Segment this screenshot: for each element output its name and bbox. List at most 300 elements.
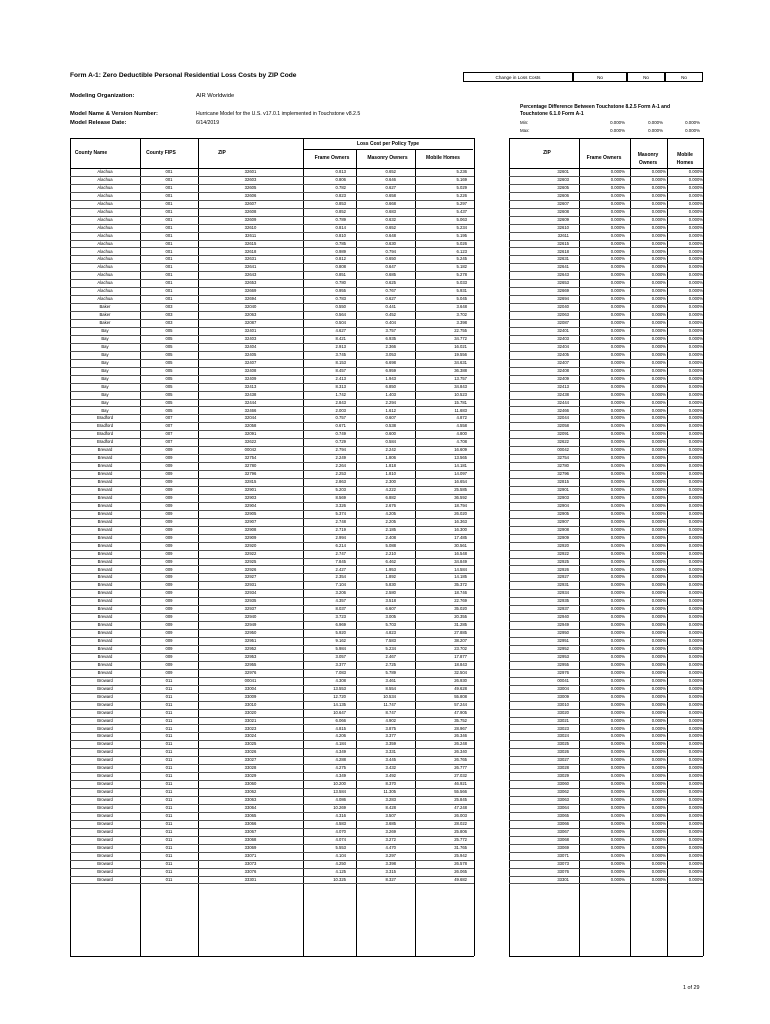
- table-cell: 011: [165, 805, 173, 810]
- table-cell: 0.000%: [651, 852, 666, 858]
- table-cell: 14.135: [333, 701, 346, 707]
- table-cell: 001: [165, 208, 173, 214]
- table-cell: 2.719: [335, 526, 346, 532]
- table-cell: 32905: [244, 510, 257, 516]
- table-cell: 3.648: [456, 304, 467, 310]
- table-cell: 0.000%: [610, 590, 625, 596]
- table-cell: 32780: [244, 463, 257, 469]
- table-cell: 32940: [244, 614, 257, 620]
- table-cell: 011: [165, 836, 173, 842]
- table-cell: 0.000%: [688, 765, 703, 771]
- table-cell: Bradford: [96, 415, 114, 421]
- table-cell: 5.789: [385, 669, 396, 675]
- table-cell: 0.000%: [651, 216, 666, 222]
- table-cell: 32694: [244, 296, 257, 302]
- table-cell: 33027: [557, 757, 569, 763]
- zip-right-header: ZIP: [543, 150, 551, 156]
- table-cell: 0.000%: [651, 359, 666, 365]
- table-cell: 6.066: [335, 717, 346, 723]
- table-cell: 3.297: [385, 852, 396, 858]
- table-cell: 3.757: [385, 328, 396, 333]
- table-cell: 0.683: [385, 208, 396, 214]
- table-cell: 0.000%: [688, 550, 703, 556]
- table-cell: 009: [165, 638, 173, 644]
- table-cell: 49.682: [454, 876, 467, 882]
- table-cell: 33009: [244, 693, 257, 699]
- table-cell: 0.000%: [688, 860, 703, 866]
- table-cell: 0.648: [385, 232, 396, 238]
- table-cell: 007: [165, 423, 173, 429]
- table-cell: 011: [165, 876, 173, 882]
- table-cell: 0.000%: [688, 638, 703, 644]
- table-cell: 0.000%: [610, 685, 625, 691]
- table-cell: 14.185: [454, 574, 467, 580]
- table-cell: 32976: [244, 669, 257, 675]
- table-cell: 7.583: [385, 638, 396, 644]
- table-cell: 009: [165, 455, 173, 461]
- table-cell: 8.569: [335, 494, 346, 500]
- table-cell: 28.967: [454, 725, 467, 731]
- table-cell: 0.000%: [651, 415, 666, 421]
- table-cell: 009: [165, 447, 173, 453]
- table-cell: 33069: [557, 844, 569, 850]
- table-cell: 8.457: [335, 367, 346, 373]
- table-cell: 0.000%: [610, 781, 625, 787]
- table-cell: 33063: [557, 797, 569, 803]
- table-cell: 0.812: [335, 256, 346, 262]
- left-table-header: [70, 138, 474, 168]
- table-cell: 0.000%: [651, 574, 666, 580]
- table-cell: Alachua: [97, 280, 113, 286]
- table-cell: 005: [165, 351, 173, 357]
- table-cell: 4.288: [335, 757, 346, 763]
- table-cell: 33076: [244, 868, 257, 874]
- table-cell: 0.000%: [688, 399, 703, 405]
- table-cell: 32922: [557, 550, 569, 556]
- table-cell: 32044: [244, 415, 257, 421]
- table-cell: 5.830: [385, 582, 396, 588]
- table-cell: 0.000%: [688, 407, 703, 413]
- table-cell: 2.413: [335, 375, 346, 381]
- table-cell: 6.123: [456, 248, 467, 254]
- table-cell: 0.000%: [651, 757, 666, 763]
- table-cell: 011: [165, 789, 173, 795]
- table-cell: Brevard: [97, 653, 113, 659]
- table-cell: 0.000%: [688, 614, 703, 620]
- table-cell: 25.585: [454, 487, 467, 492]
- table-cell: 0.000%: [688, 391, 703, 397]
- table-cell: 32607: [244, 200, 257, 206]
- table-cell: Brevard: [97, 566, 113, 572]
- table-cell: 2.748: [335, 518, 346, 524]
- table-cell: Baker: [99, 320, 111, 326]
- table-cell: 32920: [557, 542, 569, 548]
- table-cell: 32780: [557, 463, 569, 469]
- table-cell: 0.000%: [651, 844, 666, 850]
- table-cell: 011: [165, 852, 173, 858]
- table-cell: 35.752: [454, 717, 467, 723]
- table-cell: 4.205: [385, 510, 396, 516]
- table-cell: 16.363: [454, 518, 467, 524]
- table-cell: Baker: [99, 304, 111, 310]
- table-cell: Broward: [97, 868, 113, 874]
- org-value: AIR Worldwide: [196, 93, 235, 99]
- table-cell: 0.813: [335, 169, 346, 174]
- table-cell: 9.162: [335, 638, 346, 644]
- table-cell: 32466: [557, 407, 569, 413]
- table-cell: Brevard: [97, 606, 113, 612]
- table-cell: Bay: [101, 391, 109, 397]
- table-cell: 16.609: [454, 447, 467, 453]
- table-cell: 0.000%: [651, 200, 666, 206]
- table-cell: 0.000%: [688, 789, 703, 795]
- table-cell: 009: [165, 502, 173, 508]
- table-cell: 32937: [557, 606, 569, 612]
- table-cell: Bay: [101, 335, 109, 341]
- table-cell: 0.000%: [610, 638, 625, 644]
- table-cell: Brevard: [97, 510, 113, 516]
- table-cell: 32610: [557, 224, 569, 230]
- table-cell: 7.083: [335, 669, 346, 675]
- table-cell: 0.000%: [610, 876, 625, 882]
- table-cell: 009: [165, 534, 173, 540]
- table-cell: 0.000%: [651, 431, 666, 437]
- table-cell: 13.757: [454, 375, 467, 381]
- table-cell: 32408: [244, 367, 257, 373]
- table-cell: 33020: [557, 709, 569, 715]
- table-cell: 009: [165, 622, 173, 628]
- table-cell: 0.000%: [688, 805, 703, 810]
- table-cell: 001: [165, 296, 173, 302]
- table-cell: 005: [165, 343, 173, 349]
- table-cell: 4.708: [456, 439, 467, 445]
- table-cell: 0.000%: [651, 606, 666, 612]
- table-cell: 0.000%: [651, 550, 666, 556]
- masonry-right-header-2: Owners: [638, 160, 658, 166]
- table-cell: 0.989: [335, 248, 346, 254]
- table-cell: 33301: [244, 876, 257, 882]
- table-cell: 32908: [244, 526, 257, 532]
- county-name-header: County Name: [74, 150, 108, 156]
- table-cell: 8.421: [335, 335, 346, 341]
- table-cell: 0.000%: [688, 264, 703, 270]
- table-cell: 34.772: [454, 335, 467, 341]
- table-cell: Brevard: [97, 630, 113, 636]
- table-cell: 0.000%: [651, 622, 666, 628]
- table-cell: 2.354: [335, 574, 346, 580]
- mobile-homes-header: Mobile Homes: [426, 155, 460, 161]
- table-cell: 11.747: [383, 701, 396, 707]
- table-cell: 0.000%: [610, 447, 625, 453]
- table-cell: 0.000%: [610, 614, 625, 620]
- table-cell: 011: [165, 868, 173, 874]
- table-cell: 3.875: [385, 725, 396, 731]
- table-cell: 2.264: [335, 463, 346, 469]
- table-cell: 0.000%: [688, 820, 703, 826]
- table-cell: 5.026: [456, 240, 467, 246]
- table-cell: 34.849: [454, 558, 467, 564]
- table-cell: 0.000%: [688, 367, 703, 373]
- table-cell: 3.518: [385, 598, 396, 604]
- table-cell: 8.153: [335, 359, 346, 365]
- table-cell: 4.104: [335, 852, 346, 858]
- table-cell: 003: [165, 320, 173, 326]
- table-cell: 0.000%: [688, 176, 703, 182]
- table-cell: 0.000%: [688, 717, 703, 723]
- table-cell: 009: [165, 646, 173, 651]
- table-cell: 0.000%: [688, 383, 703, 389]
- table-cell: 18.794: [454, 502, 467, 508]
- table-cell: 36.388: [454, 367, 467, 373]
- table-cell: 33010: [244, 701, 257, 707]
- table-cell: 17.485: [454, 534, 467, 540]
- table-cell: Brevard: [97, 447, 113, 453]
- table-cell: 0.000%: [651, 367, 666, 373]
- table-cell: 001: [165, 280, 173, 286]
- table-cell: Broward: [97, 805, 113, 810]
- table-cell: 0.000%: [688, 534, 703, 540]
- table-cell: 0.000%: [688, 598, 703, 604]
- table-cell: 0.000%: [651, 558, 666, 564]
- table-cell: 001: [165, 169, 173, 174]
- table-cell: 0.000%: [688, 701, 703, 707]
- table-cell: 0.000%: [610, 320, 625, 326]
- table-cell: 0.000%: [688, 423, 703, 429]
- table-cell: 0.000%: [610, 479, 625, 485]
- table-cell: 1.943: [385, 375, 396, 381]
- table-cell: 009: [165, 598, 173, 604]
- table-cell: 3.492: [385, 773, 396, 779]
- table-cell: 0.000%: [610, 272, 625, 278]
- table-cell: 0.000%: [688, 582, 703, 588]
- table-cell: 0.000%: [651, 248, 666, 254]
- table-cell: 11.305: [383, 789, 396, 795]
- table-cell: 32950: [244, 630, 257, 636]
- table-cell: 22.755: [454, 328, 467, 333]
- table-cell: 007: [165, 439, 173, 445]
- table-cell: 5.029: [456, 184, 467, 190]
- table-cell: 32605: [244, 184, 257, 190]
- table-cell: 4.357: [335, 598, 346, 604]
- table-cell: 26.930: [454, 677, 467, 683]
- table-cell: 0.000%: [651, 510, 666, 516]
- table-cell: 47.248: [454, 805, 467, 810]
- table-cell: 35.020: [454, 606, 467, 612]
- table-cell: Bradford: [96, 423, 114, 429]
- table-cell: 0.000%: [651, 765, 666, 771]
- table-cell: 26.065: [454, 868, 467, 874]
- table-cell: 32953: [557, 653, 569, 659]
- table-cell: 2.185: [385, 526, 396, 532]
- table-cell: 32926: [557, 566, 569, 572]
- table-cell: 32901: [557, 487, 569, 492]
- table-cell: Alachua: [97, 240, 113, 246]
- table-cell: 2.249: [335, 455, 346, 461]
- table-cell: 32937: [244, 606, 257, 612]
- table-cell: 32931: [244, 582, 257, 588]
- table-cell: 011: [165, 820, 173, 826]
- table-cell: 33067: [244, 828, 257, 834]
- table-cell: 3.057: [335, 653, 346, 659]
- table-cell: 005: [165, 407, 173, 413]
- table-cell: 0.652: [385, 224, 396, 230]
- table-cell: Broward: [97, 789, 113, 795]
- table-cell: 2.843: [335, 399, 346, 405]
- change-mobile-value: No: [665, 72, 703, 82]
- table-cell: 0.000%: [688, 661, 703, 667]
- table-cell: 0.000%: [651, 614, 666, 620]
- table-cell: 0.000%: [610, 828, 625, 834]
- table-cell: 0.000%: [651, 224, 666, 230]
- table-cell: 15.781: [454, 399, 467, 405]
- table-cell: 0.000%: [651, 534, 666, 540]
- max-masonry: 0.000%: [648, 128, 663, 133]
- table-cell: 33026: [557, 749, 569, 755]
- table-cell: 32955: [244, 661, 257, 667]
- table-cell: Bay: [101, 343, 109, 349]
- table-cell: 17.877: [454, 653, 467, 659]
- table-cell: 4.815: [335, 725, 346, 731]
- table-cell: 32607: [557, 200, 569, 206]
- table-cell: 32908: [557, 526, 569, 532]
- table-cell: 0.000%: [651, 439, 666, 445]
- table-cell: 22.769: [454, 598, 467, 604]
- table-cell: Alachua: [97, 184, 113, 190]
- table-cell: Alachua: [97, 224, 113, 230]
- table-cell: 4.070: [335, 828, 346, 834]
- table-cell: 0.000%: [688, 463, 703, 469]
- table-cell: Alachua: [97, 248, 113, 254]
- table-cell: 0.685: [385, 272, 396, 278]
- table-cell: 009: [165, 518, 173, 524]
- table-cell: 32044: [557, 415, 569, 421]
- table-cell: 009: [165, 606, 173, 612]
- table-cell: 0.000%: [651, 781, 666, 787]
- table-cell: 33073: [244, 860, 257, 866]
- table-cell: 32952: [244, 646, 257, 651]
- table-cell: 7.845: [335, 558, 346, 564]
- table-cell: 0.671: [335, 423, 346, 429]
- table-cell: 0.000%: [610, 296, 625, 302]
- table-cell: Bay: [101, 359, 109, 365]
- table-cell: 32953: [244, 653, 257, 659]
- table-cell: 32643: [557, 272, 569, 278]
- table-cell: 0.000%: [651, 820, 666, 826]
- table-cell: 2.725: [385, 661, 396, 667]
- table-cell: 0.000%: [688, 709, 703, 715]
- table-cell: 0.000%: [651, 304, 666, 310]
- table-cell: 32608: [557, 208, 569, 214]
- table-cell: 32606: [244, 192, 257, 198]
- table-cell: 0.625: [385, 280, 396, 286]
- table-cell: 0.000%: [610, 240, 625, 246]
- table-cell: 011: [165, 812, 173, 818]
- table-cell: 0.000%: [688, 677, 703, 683]
- table-cell: 32405: [244, 351, 257, 357]
- table-cell: 009: [165, 661, 173, 667]
- table-cell: 011: [165, 725, 173, 731]
- table-cell: 28.022: [454, 820, 467, 826]
- table-cell: 3.326: [335, 502, 346, 508]
- table-cell: 26.777: [454, 765, 467, 771]
- table-cell: 0.810: [335, 232, 346, 238]
- table-cell: 0.600: [385, 431, 396, 437]
- table-cell: 32413: [244, 383, 257, 389]
- table-cell: 4.583: [335, 820, 346, 826]
- table-cell: 0.000%: [688, 232, 703, 238]
- table-cell: 32.504: [454, 669, 467, 675]
- table-cell: 0.000%: [610, 709, 625, 715]
- table-cell: Broward: [97, 709, 113, 715]
- table-cell: 0.780: [335, 280, 346, 286]
- table-cell: 0.000%: [610, 367, 625, 373]
- table-cell: 011: [165, 781, 173, 787]
- table-cell: 0.000%: [651, 272, 666, 278]
- table-cell: 0.000%: [651, 566, 666, 572]
- table-cell: 011: [165, 685, 173, 691]
- table-cell: 2.676: [385, 502, 396, 508]
- table-cell: Bay: [101, 383, 109, 389]
- table-cell: Broward: [97, 852, 113, 858]
- table-cell: 0.000%: [688, 312, 703, 318]
- table-cell: Alachua: [97, 176, 113, 182]
- table-cell: 0.000%: [688, 781, 703, 787]
- table-cell: 0.000%: [610, 359, 625, 365]
- table-cell: Brevard: [97, 622, 113, 628]
- table-cell: 32404: [244, 343, 257, 349]
- table-cell: 32610: [244, 224, 257, 230]
- table-cell: Alachua: [97, 200, 113, 206]
- table-cell: 32949: [557, 622, 569, 628]
- table-cell: 5.437: [456, 208, 467, 214]
- table-cell: 0.000%: [651, 733, 666, 739]
- table-cell: 4.470: [385, 844, 396, 850]
- table-cell: 0.000%: [651, 677, 666, 683]
- table-cell: 0.000%: [610, 304, 625, 310]
- table-cell: 0.000%: [610, 264, 625, 270]
- table-cell: Bay: [101, 328, 109, 333]
- table-cell: 0.000%: [688, 526, 703, 532]
- table-cell: 32466: [244, 407, 257, 413]
- table-cell: 0.000%: [610, 757, 625, 763]
- percent-difference-table: [509, 168, 703, 956]
- table-cell: 005: [165, 391, 173, 397]
- table-cell: 32907: [557, 518, 569, 524]
- table-cell: 0.000%: [688, 248, 703, 254]
- table-cell: 32925: [557, 558, 569, 564]
- table-cell: Brevard: [97, 646, 113, 651]
- table-cell: 1.612: [385, 407, 396, 413]
- table-cell: 0.652: [385, 169, 396, 174]
- table-cell: 0.000%: [688, 693, 703, 699]
- table-cell: 0.000%: [610, 606, 625, 612]
- table-cell: 32903: [244, 494, 257, 500]
- table-cell: 32694: [557, 296, 569, 302]
- table-cell: 26.003: [454, 812, 467, 818]
- table-cell: Broward: [97, 836, 113, 842]
- table-cell: Brevard: [97, 502, 113, 508]
- table-cell: Broward: [97, 820, 113, 826]
- table-cell: 3.005: [385, 614, 396, 620]
- table-cell: 5.182: [456, 264, 467, 270]
- table-cell: 0.000%: [651, 192, 666, 198]
- table-cell: 011: [165, 709, 173, 715]
- table-cell: 25.942: [454, 852, 467, 858]
- table-cell: 46.921: [454, 781, 467, 787]
- table-cell: 0.000%: [688, 359, 703, 365]
- table-cell: 2.408: [385, 534, 396, 540]
- table-cell: 2.253: [335, 471, 346, 477]
